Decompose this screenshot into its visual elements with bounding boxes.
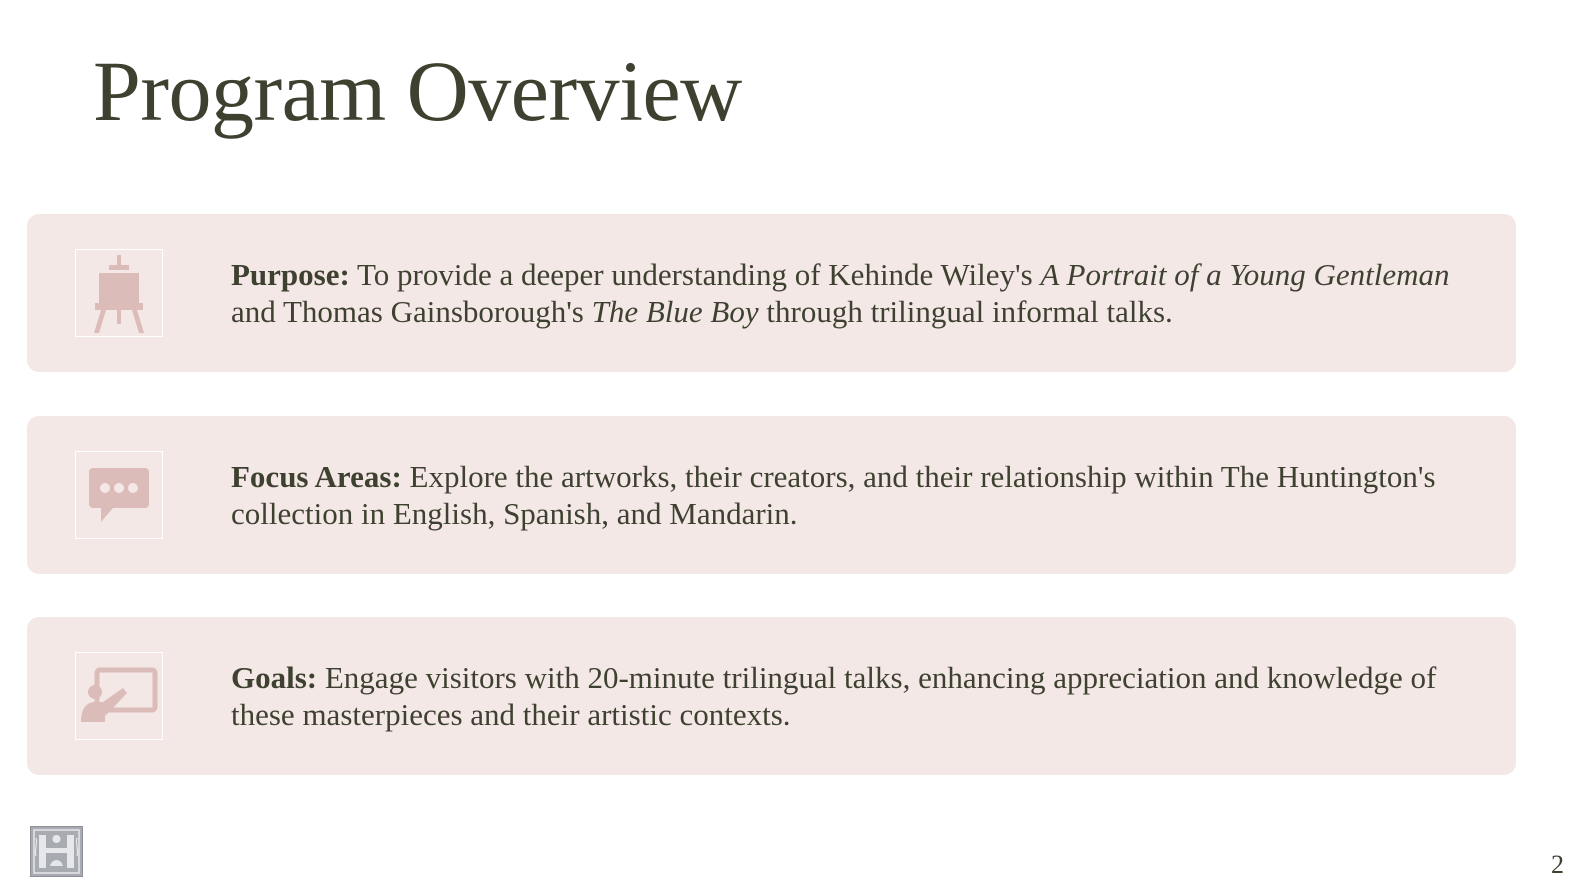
goals-text: [231, 617, 1493, 775]
purpose-icon-frame: [75, 249, 163, 337]
presenter-icon: [79, 666, 159, 726]
purpose-text-part: and Thomas Gainsborough's: [231, 294, 592, 329]
speech-bubble-icon: [87, 466, 151, 524]
slide-title: Program Overview: [93, 43, 742, 139]
focus-areas-card: [27, 416, 1516, 574]
focus-areas-icon-frame: [75, 451, 163, 539]
focus-areas-text: [231, 416, 1493, 574]
artwork-title-portrait: A Portrait of a Young Gentleman: [1040, 256, 1450, 292]
huntington-logo: [30, 826, 83, 877]
artwork-title-blue-boy: The Blue Boy: [591, 294, 759, 329]
purpose-card: [27, 214, 1516, 372]
purpose-text-part: through trilingual informal talks.: [758, 294, 1173, 329]
focus-areas-text-part: Explore the artworks, their creators, and their relationship within The Huntington's collection in English, Spanish, and Mandarin.: [231, 458, 1436, 531]
focus-areas-label: Focus Areas:: [231, 458, 402, 494]
goals-text-part: Engage visitors with 20-minute trilingual talks, enhancing appreciation and knowledge of these masterpieces and their artistic contexts.: [231, 659, 1437, 732]
purpose-label: Purpose:: [231, 256, 350, 292]
goals-icon-frame: [75, 652, 163, 740]
goals-label: Goals:: [231, 659, 318, 695]
purpose-text: [231, 214, 1493, 372]
easel-icon: [91, 251, 147, 335]
page-number: 2: [1551, 850, 1564, 879]
purpose-text-part: To provide a deeper understanding of Kehinde Wiley's: [349, 256, 1041, 292]
goals-card: [27, 617, 1516, 775]
huntington-logo-icon: [30, 826, 83, 877]
